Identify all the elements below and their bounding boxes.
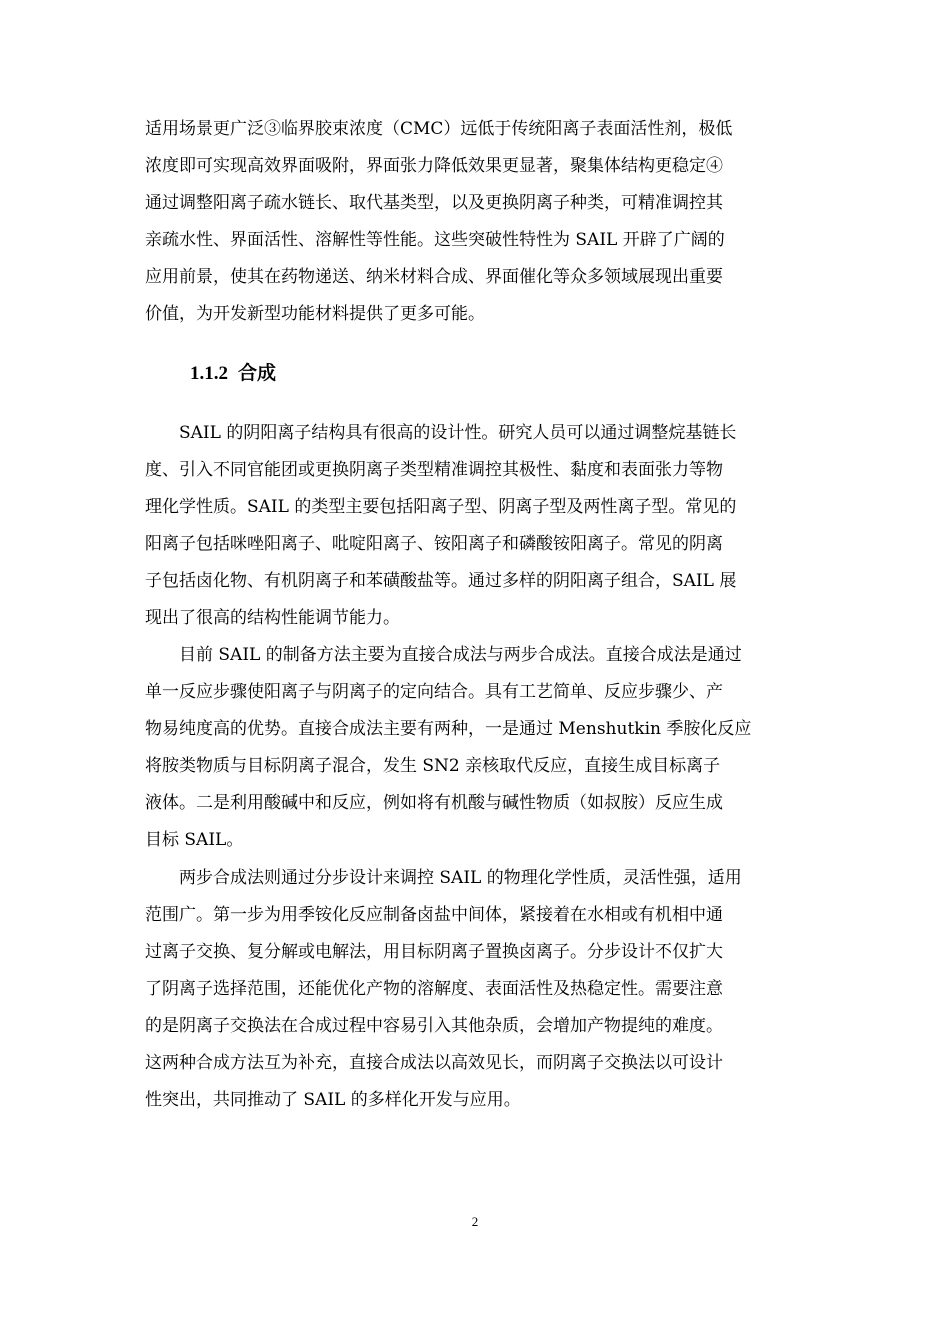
text-line: 单一反应步骤使阳离子与阴离子的定向结合。具有工艺简单、反应步骤少、产 — [145, 682, 723, 702]
text-line: 浓度即可实现高效界面吸附，界面张力降低效果更显著，聚集体结构更稳定④ — [145, 156, 723, 176]
page-number: 2 — [471, 1214, 479, 1229]
text-line: 亲疏水性、界面活性、溶解性等性能。这些突破性特性为 SAIL 开辟了广阔的 — [145, 230, 725, 250]
section-heading — [190, 358, 276, 385]
text-line: 度、引入不同官能团或更换阴离子类型精准调控其极性、黏度和表面张力等物 — [145, 460, 723, 480]
text-line: 子包括卤化物、有机阴离子和苯磺酸盐等。通过多样的阴阳离子组合，SAIL 展 — [145, 571, 737, 591]
text-line: 过离子交换、复分解或电解法，用目标阴离子置换卤离子。分步设计不仅扩大 — [145, 942, 723, 962]
text-line: 适用场景更广泛③临界胶束浓度（CMC）远低于传统阳离子表面活性剂，极低 — [145, 119, 733, 139]
text-line: 了阴离子选择范围，还能优化产物的溶解度、表面活性及热稳定性。需要注意 — [145, 979, 723, 999]
text-line: 物易纯度高的优势。直接合成法主要有两种，一是通过 Menshutkin 季胺化反应 — [145, 719, 752, 739]
section-number: 1.1.2 — [190, 363, 228, 384]
text-line: 理化学性质。SAIL 的类型主要包括阳离子型、阴离子型及两性离子型。常见的 — [145, 497, 737, 517]
text-line: 范围广。第一步为用季铵化反应制备卤盐中间体，紧接着在水相或有机相中通 — [145, 905, 723, 925]
text-line: 目标 SAIL。 — [145, 830, 244, 850]
text-line: 目前 SAIL 的制备方法主要为直接合成法与两步合成法。直接合成法是通过 — [179, 645, 742, 665]
text-line: 将胺类物质与目标阴离子混合，发生 SN2 亲核取代反应，直接生成目标离子 — [145, 756, 721, 776]
text-line: 通过调整阳离子疏水链长、取代基类型，以及更换阴离子种类，可精准调控其 — [145, 193, 723, 213]
text-line: 这两种合成方法互为补充，直接合成法以高效见长，而阴离子交换法以可设计 — [145, 1053, 723, 1073]
text-line: 性突出，共同推动了 SAIL 的多样化开发与应用。 — [145, 1090, 521, 1110]
text-line: 价值，为开发新型功能材料提供了更多可能。 — [145, 304, 485, 324]
text-line: SAIL 的阴阳离子结构具有很高的设计性。研究人员可以通过调整烷基链长 — [179, 423, 737, 443]
text-line: 阳离子包括咪唑阳离子、吡啶阳离子、铵阳离子和磷酸铵阳离子。常见的阴离 — [145, 534, 723, 554]
text-line: 液体。二是利用酸碱中和反应，例如将有机酸与碱性物质（如叔胺）反应生成 — [145, 793, 723, 813]
text-line: 现出了很高的结构性能调节能力。 — [145, 608, 400, 628]
text-line: 的是阴离子交换法在合成过程中容易引入其他杂质，会增加产物提纯的难度。 — [145, 1016, 723, 1036]
text-line: 两步合成法则通过分步设计来调控 SAIL 的物理化学性质，灵活性强，适用 — [179, 868, 742, 888]
text-line: 应用前景，使其在药物递送、纳米材料合成、界面催化等众多领域展现出重要 — [145, 267, 723, 287]
section-title: 合成 — [238, 362, 277, 384]
